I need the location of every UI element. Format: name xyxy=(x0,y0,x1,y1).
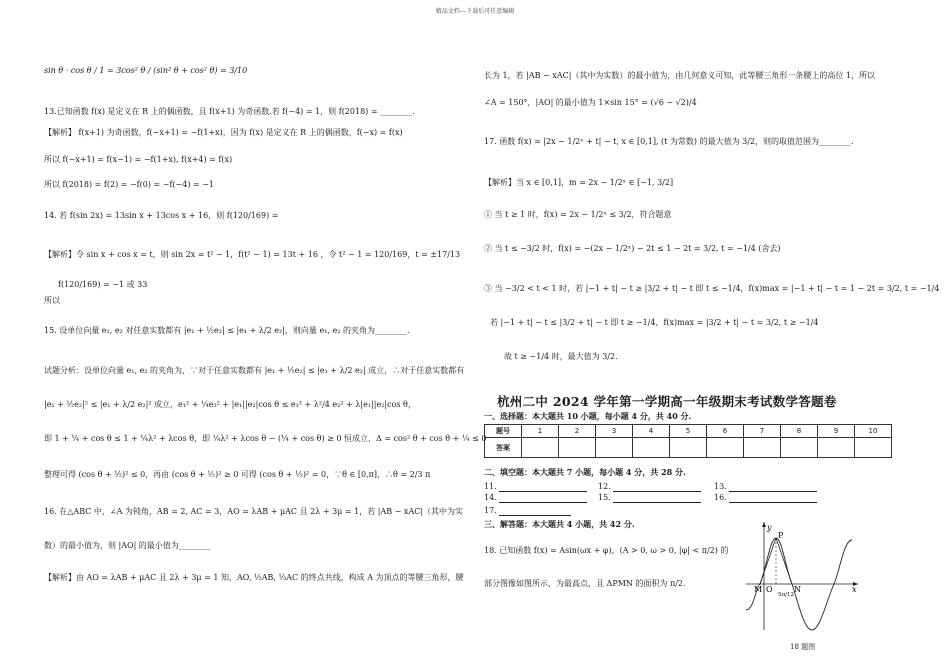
question-18: 18. 已知函数 f(x) = Asin(ωx + φ)，(A > 0, ω > 0, |φ| < π/2) 的 xyxy=(484,546,729,555)
solution-14-label: 所以 xyxy=(44,296,60,305)
solution-16: 【解析】由 AO = λAB + μAC 且 2λ + 3μ = 1 知，AO, ½AB, ⅓AC 的终点共线，构成 A 为顶点的等腰三角形，腰 xyxy=(44,573,464,582)
table-answer-label: 答案 xyxy=(485,438,522,458)
blank-number: 11. xyxy=(484,482,497,491)
solution-13-line3: 所以 f(2018) = f(2) = −f(0) = −f(−4) = −1 xyxy=(44,180,215,189)
solution-17-case2: ② 当 t ≤ −3/2 时，f(x) = −(2x − 1/2ˣ) − 2t ≤ 1 − 2t = 3/2, t = −1/4 (舍去) xyxy=(484,244,781,253)
page-header: 精品文档---下载后可任意编辑 xyxy=(435,8,515,15)
figure-caption: 18 题图 xyxy=(790,643,816,651)
answer-cell[interactable] xyxy=(707,438,744,458)
blank-number: 13. xyxy=(714,482,727,491)
label-x: x xyxy=(852,585,857,594)
solution-17-case3b: 若 |−1 + t| − t ≤ |3/2 + t| − t 即 t ≥ −1/4，f(x)max = |3/2 + t| − t = 3/2, t ≥ −1/4 xyxy=(490,318,819,327)
label-o: O xyxy=(766,585,773,594)
section-1-heading: 一、选择题：本大题共 10 小题，每小题 4 分，共 40 分. xyxy=(484,411,692,421)
blank-number: 12. xyxy=(598,482,611,491)
question-16-cont: 数）的最小值为，则 |AO| 的最小值为________ xyxy=(44,541,211,550)
answer-cell[interactable] xyxy=(670,438,707,458)
table-num: 7 xyxy=(744,425,781,438)
sine-graph-figure xyxy=(742,518,862,638)
blank-number: 16. xyxy=(714,493,727,502)
solution-17-conclusion: 故 t ≥ −1/4 时，最大值为 3/2. xyxy=(504,352,618,361)
solution-16-result: ∠A = 150°，|AO| 的最小值为 1×sin 15° = (√6 − √2)/4 xyxy=(484,98,697,107)
table-num: 10 xyxy=(855,425,892,438)
blank-line[interactable] xyxy=(499,491,587,492)
label-n: N xyxy=(794,585,801,594)
blank-line[interactable] xyxy=(613,491,701,492)
table-num: 6 xyxy=(707,425,744,438)
formula-line: sin θ · cos θ / 1 = 3cos² θ / (sin² θ + cos² θ) = 3/10 xyxy=(44,66,248,75)
segment-mp xyxy=(760,538,776,584)
table-header-label: 题号 xyxy=(485,425,522,438)
answer-table xyxy=(484,424,892,458)
question-17: 17. 函数 f(x) = |2x − 1/2ˣ + t| − t, x ∈ [0,1], (t 为常数) 的最大值为 3/2，则的取值范围为________. xyxy=(484,137,854,146)
blank-item xyxy=(484,482,587,492)
solution-17-case1: ① 当 t ≥ 1 时，f(x) = 2x − 1/2ˣ ≤ 3/2，符合题意 xyxy=(484,210,672,219)
solution-15-line1: 试题分析：设单位向量 e₁, e₂ 的夹角为，∵对于任意实数都有 |e₁ + ½e₂| ≤ |e₁ + λ/2 e₂| 成立，∴对于任意实数都有 xyxy=(44,366,465,375)
table-num: 1 xyxy=(522,425,559,438)
question-16: 16. 在△ABC 中，∠A 为钝角，AB = 2, AC = 3，AO = λAB + μAC 且 2λ + 3μ = 1，若 |AB − xAC|（其中为实 xyxy=(44,507,464,516)
table-num: 3 xyxy=(596,425,633,438)
blank-line[interactable] xyxy=(729,502,817,503)
table-num: 8 xyxy=(781,425,818,438)
blank-item xyxy=(484,493,587,503)
blank-line[interactable] xyxy=(729,491,817,492)
solution-15-line3: 即 1 + ¼ + cos θ ≤ 1 + ¼λ² + λcos θ，即 ¼λ² + λcos θ − (¼ + cos θ) ≥ 0 恒成立，Δ = cos² θ + cos θ + ¼ ≤ 0 xyxy=(44,434,487,443)
question-15: 15. 设单位向量 e₁, e₂ 对任意实数都有 |e₁ + ½e₂| ≤ |e₁ + λ/2 e₂|，则向量 e₁, e₂ 的夹角为________. xyxy=(44,326,410,335)
label-tick: 5π/12 xyxy=(778,592,794,598)
section-2-heading: 二、填空题：本大题共 7 小题，每小题 4 分，共 28 分. xyxy=(484,467,686,477)
blank-line[interactable] xyxy=(499,515,571,516)
answer-sheet-title: 杭州二中 2024 学年第一学期高一年级期末考试数学答题卷 xyxy=(497,394,837,409)
solution-13-line1: 【解析】 f(x+1) 为奇函数，f(−x+1) = −f(1+x)，因为 f(x) 是定义在 R 上的偶函数，f(−x) = f(x) xyxy=(44,128,403,137)
table-num: 4 xyxy=(633,425,670,438)
section-3-heading: 三、解答题：本大题共 4 小题，共 42 分. xyxy=(484,519,635,529)
answer-cell[interactable] xyxy=(559,438,596,458)
solution-14-line1: 【解析】令 sin x + cos x = t，则 sin 2x = t² − 1，f(t² − 1) = 13t + 16 ，令 t² − 1 = 120/169，t = ±17/13 xyxy=(44,250,461,259)
blank-item xyxy=(598,482,701,492)
answer-cell[interactable] xyxy=(744,438,781,458)
solution-16-cont: 长为 1，若 |AB − xAC|（其中为实数）的最小值为，由几何意义可知，此等腰三角形一条腰上的高位 1，所以 xyxy=(484,71,876,80)
solution-17-case3: ③ 当 −3/2 < t < 1 时，若 |−1 + t| − t ≥ |3/2 + t| − t 即 t ≤ −1/4，f(x)max = |−1 + t| − t = 1 − 2t = 3/2, t = −1/4 xyxy=(484,284,940,293)
solution-17-intro: 【解析】当 x ∈ [0,1]，m = 2x − 1/2ˣ ∈ [−1, 3/2] xyxy=(484,178,674,187)
blank-item xyxy=(484,506,571,516)
blank-item xyxy=(598,493,701,503)
table-num: 9 xyxy=(818,425,855,438)
label-m: M xyxy=(754,585,763,594)
label-p: P xyxy=(778,531,784,540)
answer-cell[interactable] xyxy=(522,438,559,458)
answer-cell[interactable] xyxy=(818,438,855,458)
blank-item xyxy=(714,493,817,503)
table-num: 5 xyxy=(670,425,707,438)
answer-cell[interactable] xyxy=(855,438,892,458)
answer-cell[interactable] xyxy=(633,438,670,458)
table-num: 2 xyxy=(559,425,596,438)
solution-15-line2: |e₁ + ½e₂|² ≤ |e₁ + λ/2 e₂|² 成立，e₁² + ¼e₂² + |e₁||e₂|cos θ ≤ e₁² + λ²/4 e₂² + λ|e₁||e₂|cos θ， xyxy=(44,400,416,409)
solution-13-line2: 所以 f(−x+1) = f(x−1) = −f(1+x), f(x+4) = f(x) xyxy=(44,155,233,164)
blank-line[interactable] xyxy=(613,502,701,503)
solution-14-line2: f(120/169) = −1 或 33 xyxy=(58,280,148,289)
segment-pn xyxy=(776,538,792,584)
blank-number: 15. xyxy=(598,493,611,502)
question-14: 14. 若 f(sin 2x) = 13sin x + 13cos x + 16，则 f(120/169) = xyxy=(44,211,279,220)
answer-cell[interactable] xyxy=(596,438,633,458)
question-18-cont: 部分图像如图所示，为最高点，且 ΔPMN 的面积为 π/2. xyxy=(484,579,686,588)
y-axis-arrow xyxy=(762,522,766,527)
blank-number: 17. xyxy=(484,506,497,515)
answer-cell[interactable] xyxy=(781,438,818,458)
blank-number: 14. xyxy=(484,493,497,502)
question-13: 13.已知函数 f(x) 是定义在 R 上的偶函数，且 f(x+1) 为奇函数.若 f(−4) = 1，则 f(2018) = ________. xyxy=(44,107,415,116)
blank-line[interactable] xyxy=(499,502,587,503)
solution-15-line4: 整理可得 (cos θ + ½)² ≤ 0，再由 (cos θ + ½)² ≥ 0 可得 (cos θ + ½)² = 0，∵θ ∈ [0,π]，∴θ = 2/3 π xyxy=(44,470,431,479)
label-y: y xyxy=(767,523,772,532)
blank-item xyxy=(714,482,817,492)
